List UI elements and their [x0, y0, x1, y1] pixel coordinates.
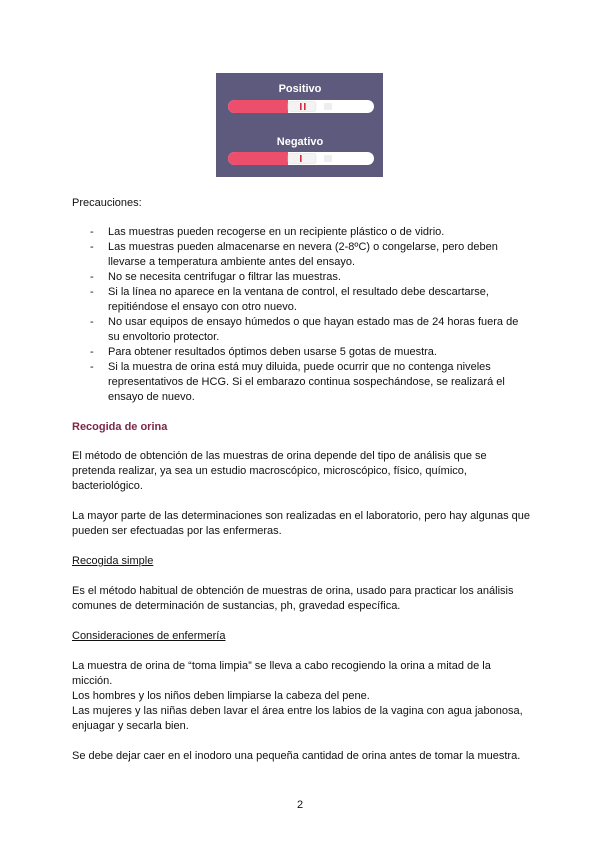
- paragraph-simple-collection: Es el método habitual de obtención de muestras de orina, usado para practicar los análisis comunes de determinación de sustancias, ph, gravedad específica.: [72, 585, 514, 612]
- paragraph-discard-first-urine: Se debe dejar caer en el inodoro una pequeña cantidad de orina antes de tomar la muestra.: [72, 750, 521, 762]
- list-item: - No usar equipos de ensayo húmedos o que hayan estado mas de 24 horas fuera de su envoltorio protector.: [90, 316, 519, 343]
- dash-bullet: -: [90, 361, 94, 373]
- positive-test-strip: [228, 100, 374, 113]
- women-instruction-line: Las mujeres y las niñas deben lavar el área entre los labios de la vagina con agua jabonosa, enjuagar y secarla bien.: [72, 705, 523, 732]
- list-item: - No se necesita centrifugar o filtrar las muestras.: [90, 271, 341, 283]
- section-title: Recogida de orina: [72, 421, 168, 433]
- dash-bullet: -: [90, 241, 94, 253]
- list-item: - Si la línea no aparece en la ventana de control, el resultado debe descartarse, repitiéndose el ensayo con otro nuevo.: [90, 286, 489, 313]
- subheading-simple-collection: Recogida simple: [72, 555, 154, 567]
- paragraph-clean-catch: [72, 659, 532, 734]
- pregnancy-test-illustration: [216, 73, 383, 177]
- clean-catch-line: La muestra de orina de “toma limpia” se lleva a cabo recogiendo la orina a mitad de la micción.: [72, 660, 491, 687]
- dash-bullet: -: [90, 271, 94, 283]
- list-item: - Si la muestra de orina está muy diluida, puede ocurrir que no contenga niveles representativos de HCG. Si el embarazo continua sospechándose, se realizará el ensayo de nuevo.: [90, 361, 505, 403]
- dash-bullet: -: [90, 286, 94, 298]
- list-item: - Las muestras pueden recogerse en un recipiente plástico o de vidrio.: [90, 226, 445, 238]
- pregnancy-test-figure: [216, 73, 383, 177]
- page-number: 2: [296, 799, 304, 811]
- figure-label-negative: Negativo: [276, 136, 324, 148]
- negative-test-strip: [228, 152, 374, 165]
- list-item: - Para obtener resultados óptimos deben usarse 5 gotas de muestra.: [90, 346, 437, 358]
- dash-bullet: -: [90, 316, 94, 328]
- paragraph-lab-determinations: La mayor parte de las determinaciones son realizadas en el laboratorio, pero hay algunas que pueden ser efectuadas por las enfermeras.: [72, 510, 531, 537]
- figure-label-positive: Positivo: [278, 83, 322, 95]
- precautions-list: [72, 225, 532, 405]
- dash-bullet: -: [90, 226, 94, 238]
- men-instruction-line: Los hombres y los niños deben limpiarse la cabeza del pene.: [72, 690, 370, 702]
- dash-bullet: -: [90, 346, 94, 358]
- subheading-nursing-considerations: Consideraciones de enfermería: [72, 630, 226, 642]
- list-item: - Las muestras pueden almacenarse en nevera (2-8ºC) o congelarse, pero deben llevarse a temperatura ambiente antes del ensayo.: [90, 241, 498, 268]
- precautions-heading: Precauciones:: [72, 197, 142, 209]
- paragraph-collection-method: El método de obtención de las muestras de orina depende del tipo de análisis que se pretenda realizar, ya sea un estudio macroscópico, microscópico, físico, químico, bacteriológico.: [72, 450, 487, 492]
- document-body: [72, 196, 532, 779]
